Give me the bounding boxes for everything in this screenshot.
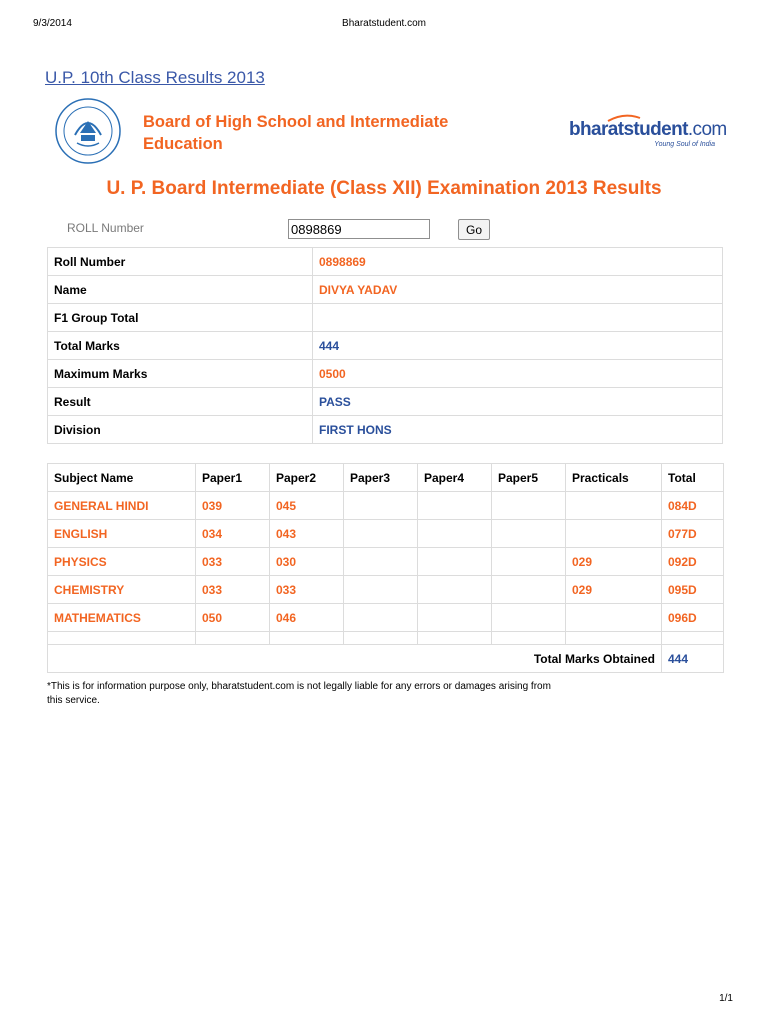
print-site-name: Bharatstudent.com	[342, 18, 426, 29]
total-marks-value: 444	[662, 645, 724, 673]
brand-name: bharatstudent	[569, 119, 688, 140]
mark-cell	[566, 520, 662, 548]
brand-suffix: .com	[687, 119, 727, 140]
info-value: 444	[313, 332, 723, 360]
mark-cell: 029	[566, 548, 662, 576]
info-row	[48, 388, 723, 416]
swoosh-icon	[607, 114, 641, 122]
info-label: Total Marks	[48, 332, 313, 360]
mark-cell	[344, 604, 418, 632]
go-button[interactable]: Go	[458, 219, 490, 240]
mark-cell: 095D	[662, 576, 724, 604]
info-value: FIRST HONS	[313, 416, 723, 444]
mark-cell: 034	[196, 520, 270, 548]
brand-tagline: Young Soul of India	[654, 141, 715, 148]
info-label: Division	[48, 416, 313, 444]
mark-cell: 030	[270, 548, 344, 576]
column-header: Practicals	[566, 464, 662, 492]
mark-cell: 084D	[662, 492, 724, 520]
print-date: 9/3/2014	[33, 18, 72, 29]
mark-cell: 029	[566, 576, 662, 604]
column-header: Paper2	[270, 464, 344, 492]
mark-cell: 033	[196, 576, 270, 604]
mark-cell	[492, 548, 566, 576]
mark-cell: 092D	[662, 548, 724, 576]
mark-cell	[566, 604, 662, 632]
column-header: Paper5	[492, 464, 566, 492]
subject-name: MATHEMATICS	[48, 604, 196, 632]
exam-title: U. P. Board Intermediate (Class XII) Examination 2013 Results	[106, 178, 662, 199]
info-label: Result	[48, 388, 313, 416]
roll-number-input[interactable]	[288, 219, 430, 239]
brand-wordmark	[569, 120, 729, 140]
mark-cell	[344, 576, 418, 604]
spacer-row	[48, 632, 724, 645]
info-row	[48, 276, 723, 304]
column-header: Total	[662, 464, 724, 492]
info-label: F1 Group Total	[48, 304, 313, 332]
subject-name: ENGLISH	[48, 520, 196, 548]
mark-cell: 046	[270, 604, 344, 632]
subject-name: GENERAL HINDI	[48, 492, 196, 520]
subject-row	[48, 604, 724, 632]
info-label: Roll Number	[48, 248, 313, 276]
mark-cell	[418, 576, 492, 604]
marks-table	[47, 463, 724, 673]
disclaimer-note: *This is for information purpose only, bharatstudent.com is not legally liable for any errors or damages arising from this service.	[47, 681, 551, 706]
page-number: 1/1	[719, 993, 733, 1004]
info-row	[48, 304, 723, 332]
student-info-table	[47, 247, 723, 444]
column-header: Paper4	[418, 464, 492, 492]
info-value: DIVYA YADAV	[313, 276, 723, 304]
info-value	[313, 304, 723, 332]
info-row	[48, 360, 723, 388]
mark-cell	[492, 492, 566, 520]
bharatstudent-logo[interactable]	[569, 120, 729, 156]
subject-name: CHEMISTRY	[48, 576, 196, 604]
mark-cell	[344, 492, 418, 520]
roll-number-label: ROLL Number	[67, 221, 144, 235]
info-row	[48, 332, 723, 360]
mark-cell: 096D	[662, 604, 724, 632]
mark-cell: 033	[196, 548, 270, 576]
column-header: Paper3	[344, 464, 418, 492]
mark-cell: 043	[270, 520, 344, 548]
mark-cell	[418, 604, 492, 632]
mark-cell	[418, 548, 492, 576]
marks-header-row	[48, 464, 724, 492]
mark-cell: 050	[196, 604, 270, 632]
info-value: 0898869	[313, 248, 723, 276]
board-seal-logo	[47, 97, 129, 165]
mark-cell	[492, 520, 566, 548]
mark-cell: 077D	[662, 520, 724, 548]
mark-cell: 033	[270, 576, 344, 604]
subject-name: PHYSICS	[48, 548, 196, 576]
subject-row	[48, 548, 724, 576]
info-value: PASS	[313, 388, 723, 416]
subject-row	[48, 492, 724, 520]
info-label: Maximum Marks	[48, 360, 313, 388]
mark-cell	[418, 492, 492, 520]
mark-cell: 039	[196, 492, 270, 520]
board-title: Board of High School and Intermediate Education	[143, 113, 449, 153]
mark-cell	[492, 576, 566, 604]
print-header	[0, 18, 768, 32]
info-row	[48, 416, 723, 444]
mark-cell	[492, 604, 566, 632]
info-row	[48, 248, 723, 276]
info-value: 0500	[313, 360, 723, 388]
results-page-link[interactable]: U.P. 10th Class Results 2013	[45, 68, 265, 87]
mark-cell: 045	[270, 492, 344, 520]
subject-row	[48, 520, 724, 548]
total-row	[48, 645, 724, 673]
info-label: Name	[48, 276, 313, 304]
mark-cell	[418, 520, 492, 548]
column-header: Subject Name	[48, 464, 196, 492]
mark-cell	[344, 520, 418, 548]
total-marks-label: Total Marks Obtained	[48, 645, 662, 673]
subject-row	[48, 576, 724, 604]
mark-cell	[566, 492, 662, 520]
column-header: Paper1	[196, 464, 270, 492]
mark-cell	[344, 548, 418, 576]
